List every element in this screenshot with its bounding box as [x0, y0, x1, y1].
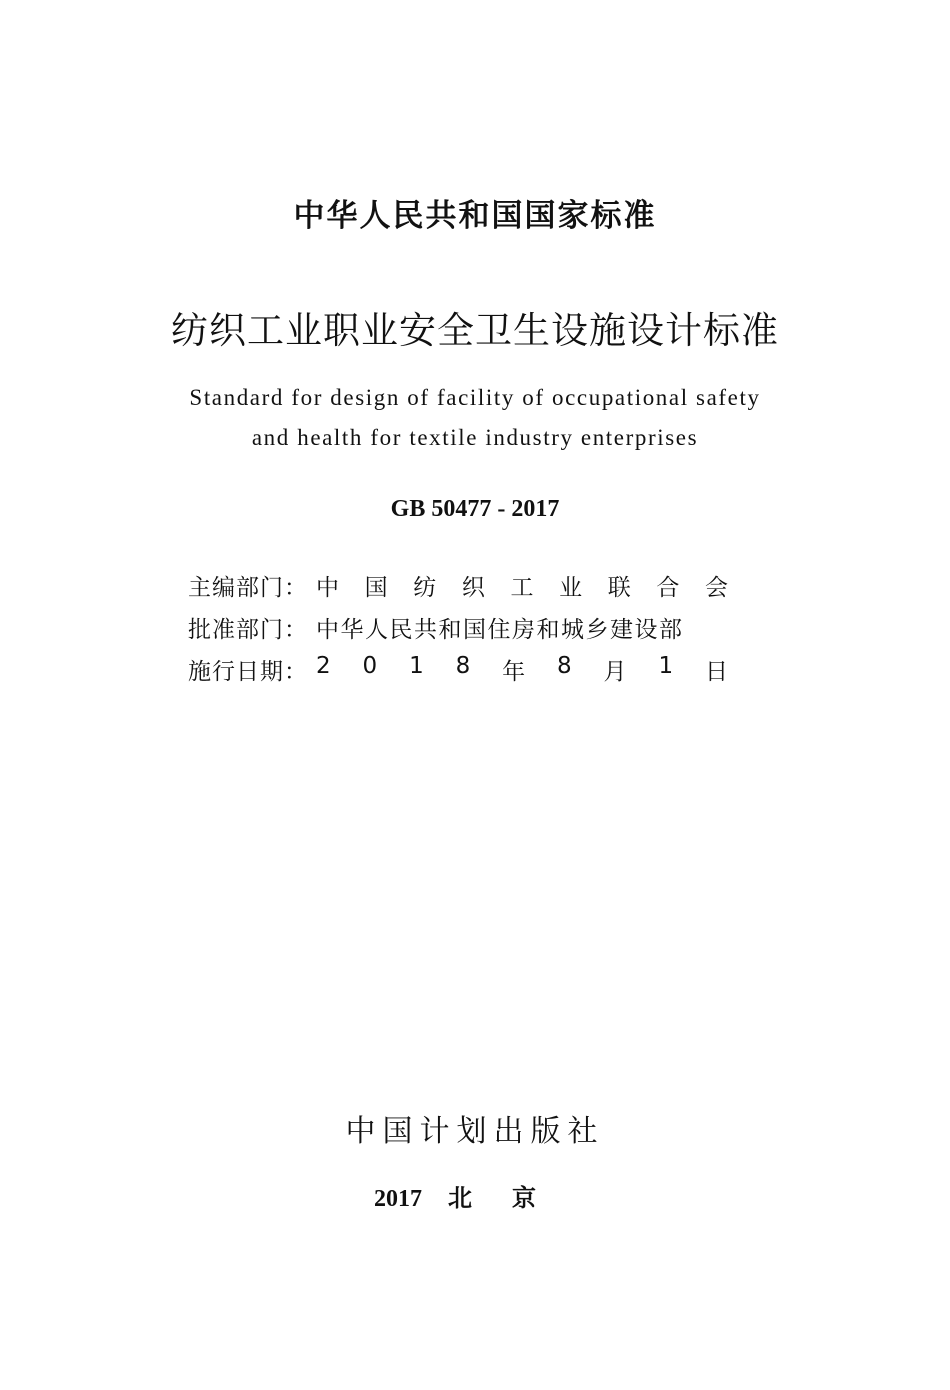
- date-char: 1: [658, 652, 674, 679]
- metadata-block: [188, 564, 728, 690]
- effective-date-label: 施行日期：: [188, 658, 308, 685]
- imprint-city: 北京: [448, 1184, 576, 1212]
- imprint-line: [0, 1178, 950, 1213]
- editor-char: 工: [510, 574, 534, 601]
- chinese-title: 纺织工业职业安全卫生设施设计标准: [171, 309, 779, 352]
- editor-char: 会: [705, 574, 728, 601]
- date-char: 月: [603, 658, 627, 685]
- editor-char: 纺: [413, 574, 437, 601]
- editor-char: 联: [607, 574, 631, 601]
- approver-row: [188, 606, 728, 648]
- publisher-name: 中国计划出版社: [345, 1114, 605, 1149]
- date-char: 0: [362, 652, 378, 679]
- date-char: 日: [704, 658, 728, 685]
- effective-date-row: [188, 648, 728, 690]
- standard-code: GB 50477 - 2017: [390, 496, 560, 522]
- editor-char: 国: [364, 574, 388, 601]
- english-title-line-2: and health for textile industry enterprises: [251, 425, 699, 450]
- editor-char: 中: [316, 574, 339, 601]
- date-char: 8: [455, 652, 471, 679]
- date-char: 2: [316, 652, 331, 679]
- imprint-year: 2017: [374, 1186, 422, 1212]
- editor-label: 主编部门：: [188, 574, 308, 601]
- date-char: 1: [409, 652, 424, 679]
- date-char: 8: [557, 652, 572, 679]
- effective-date-value: [316, 653, 728, 686]
- editor-char: 织: [461, 574, 485, 601]
- date-char: 年: [502, 658, 526, 685]
- national-standard-heading: 中华人民共和国国家标准: [293, 198, 657, 234]
- editor-row: [188, 564, 728, 606]
- approver-value: 中华人民共和国住房和城乡建设部: [316, 616, 684, 643]
- english-title-line-1: Standard for design of facility of occupational safety: [189, 385, 761, 410]
- editor-char: 合: [656, 574, 680, 601]
- approver-label: 批准部门：: [188, 616, 308, 643]
- editor-value: [316, 569, 728, 602]
- editor-char: 业: [559, 574, 583, 601]
